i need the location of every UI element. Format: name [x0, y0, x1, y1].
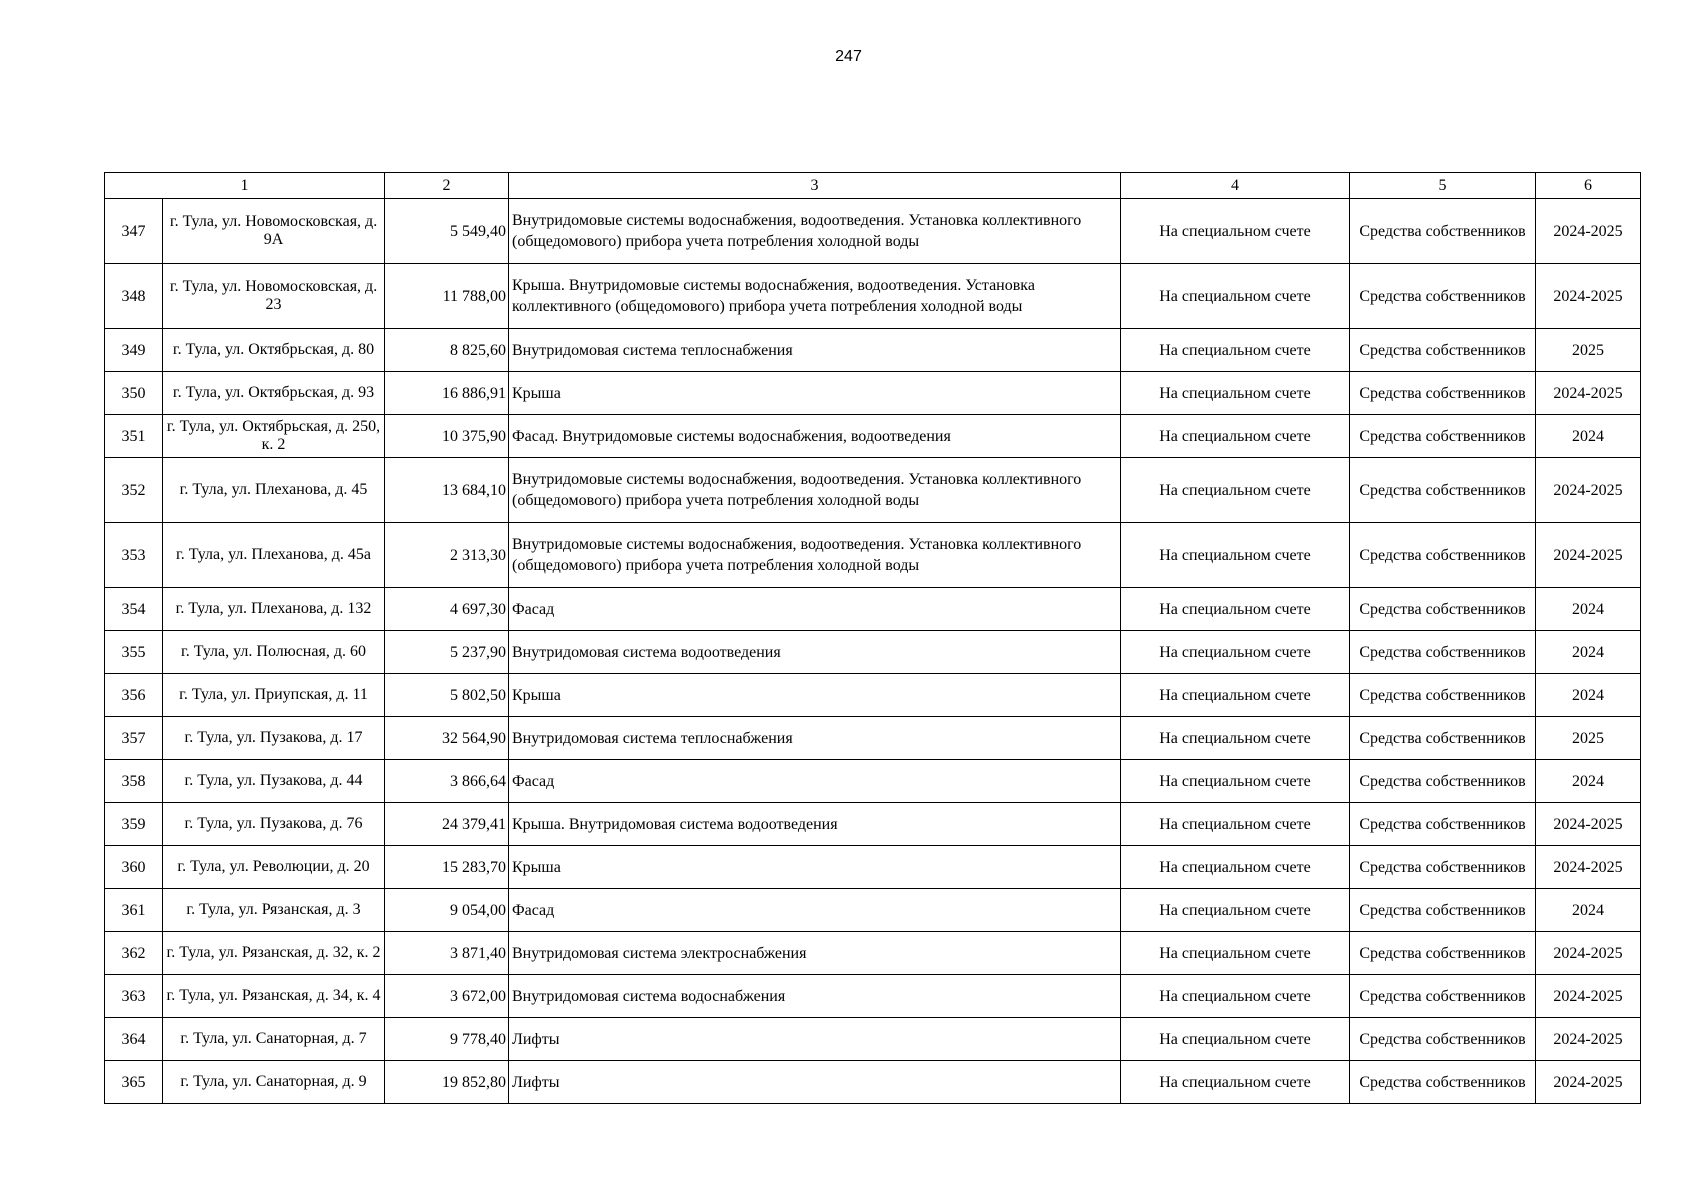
table-row [105, 975, 1641, 1018]
works-cell: Внутридомовая система водоотведения [509, 631, 1121, 674]
row-number-cell: 364 [105, 1018, 163, 1061]
cost-cell: 24 379,41 [385, 803, 509, 846]
funding-method-cell: На специальном счете [1121, 889, 1350, 932]
funding-method-cell: На специальном счете [1121, 975, 1350, 1018]
row-number-cell: 351 [105, 415, 163, 458]
row-number-cell: 354 [105, 588, 163, 631]
cost-cell: 9 778,40 [385, 1018, 509, 1061]
works-cell: Внутридомовая система водоснабжения [509, 975, 1121, 1018]
period-cell: 2024-2025 [1536, 1061, 1641, 1104]
row-number-cell: 365 [105, 1061, 163, 1104]
funding-method-cell: На специальном счете [1121, 372, 1350, 415]
row-number-cell: 348 [105, 264, 163, 329]
cost-cell: 13 684,10 [385, 458, 509, 523]
cost-cell: 15 283,70 [385, 846, 509, 889]
page-number: 247 [835, 48, 862, 65]
column-header: 2 [385, 173, 509, 199]
row-number-cell: 358 [105, 760, 163, 803]
row-number-cell: 347 [105, 199, 163, 264]
row-number-cell: 355 [105, 631, 163, 674]
period-cell: 2024-2025 [1536, 264, 1641, 329]
cost-cell: 10 375,90 [385, 415, 509, 458]
row-number-cell: 356 [105, 674, 163, 717]
table-row [105, 329, 1641, 372]
table-row [105, 415, 1641, 458]
works-cell: Фасад. Внутридомовые системы водоснабжения, водоотведения [509, 415, 1121, 458]
address-cell: г. Тула, ул. Приупская, д. 11 [163, 674, 385, 717]
period-cell: 2024-2025 [1536, 372, 1641, 415]
works-cell: Внутридомовая система теплоснабжения [509, 717, 1121, 760]
cost-cell: 3 672,00 [385, 975, 509, 1018]
address-cell: г. Тула, ул. Санаторная, д. 7 [163, 1018, 385, 1061]
address-cell: г. Тула, ул. Октябрьская, д. 250, к. 2 [163, 415, 385, 458]
funding-source-cell: Средства собственников [1350, 264, 1536, 329]
period-cell: 2024-2025 [1536, 975, 1641, 1018]
address-cell: г. Тула, ул. Санаторная, д. 9 [163, 1061, 385, 1104]
period-cell: 2024-2025 [1536, 1018, 1641, 1061]
cost-cell: 16 886,91 [385, 372, 509, 415]
works-cell: Лифты [509, 1061, 1121, 1104]
funding-method-cell: На специальном счете [1121, 415, 1350, 458]
cost-cell: 5 802,50 [385, 674, 509, 717]
address-cell: г. Тула, ул. Плеханова, д. 132 [163, 588, 385, 631]
cost-cell: 19 852,80 [385, 1061, 509, 1104]
address-cell: г. Тула, ул. Рязанская, д. 3 [163, 889, 385, 932]
row-number-cell: 360 [105, 846, 163, 889]
cost-cell: 8 825,60 [385, 329, 509, 372]
row-number-cell: 361 [105, 889, 163, 932]
funding-source-cell: Средства собственников [1350, 846, 1536, 889]
period-cell: 2024-2025 [1536, 458, 1641, 523]
period-cell: 2024-2025 [1536, 846, 1641, 889]
table-body [105, 173, 1641, 1104]
address-cell: г. Тула, ул. Рязанская, д. 32, к. 2 [163, 932, 385, 975]
funding-method-cell: На специальном счете [1121, 1018, 1350, 1061]
row-number-cell: 349 [105, 329, 163, 372]
funding-source-cell: Средства собственников [1350, 631, 1536, 674]
funding-method-cell: На специальном счете [1121, 803, 1350, 846]
funding-source-cell: Средства собственников [1350, 932, 1536, 975]
table-row [105, 674, 1641, 717]
period-cell: 2024 [1536, 674, 1641, 717]
funding-method-cell: На специальном счете [1121, 329, 1350, 372]
period-cell: 2024 [1536, 631, 1641, 674]
row-number-cell: 352 [105, 458, 163, 523]
period-cell: 2024 [1536, 760, 1641, 803]
column-header: 3 [509, 173, 1121, 199]
funding-source-cell: Средства собственников [1350, 372, 1536, 415]
works-cell: Внутридомовая система теплоснабжения [509, 329, 1121, 372]
funding-method-cell: На специальном счете [1121, 523, 1350, 588]
cost-cell: 5 237,90 [385, 631, 509, 674]
table-row [105, 803, 1641, 846]
row-number-cell: 359 [105, 803, 163, 846]
table-row [105, 199, 1641, 264]
column-header: 4 [1121, 173, 1350, 199]
cost-cell: 5 549,40 [385, 199, 509, 264]
works-cell: Крыша [509, 846, 1121, 889]
address-cell: г. Тула, ул. Пузакова, д. 17 [163, 717, 385, 760]
funding-source-cell: Средства собственников [1350, 523, 1536, 588]
cost-cell: 4 697,30 [385, 588, 509, 631]
row-number-cell: 357 [105, 717, 163, 760]
cost-cell: 3 866,64 [385, 760, 509, 803]
table-row [105, 631, 1641, 674]
works-cell: Фасад [509, 760, 1121, 803]
works-cell: Внутридомовые системы водоснабжения, водоотведения. Установка коллективного (общедомового) прибора учета потребления холодной воды [509, 523, 1121, 588]
cost-cell: 32 564,90 [385, 717, 509, 760]
funding-method-cell: На специальном счете [1121, 674, 1350, 717]
address-cell: г. Тула, ул. Полюсная, д. 60 [163, 631, 385, 674]
period-cell: 2024-2025 [1536, 523, 1641, 588]
funding-source-cell: Средства собственников [1350, 674, 1536, 717]
works-cell: Крыша. Внутридомовая система водоотведения [509, 803, 1121, 846]
row-number-cell: 353 [105, 523, 163, 588]
table-row [105, 846, 1641, 889]
period-cell: 2024 [1536, 889, 1641, 932]
funding-method-cell: На специальном счете [1121, 458, 1350, 523]
table-row [105, 717, 1641, 760]
column-header: 6 [1536, 173, 1641, 199]
table-row [105, 760, 1641, 803]
address-cell: г. Тула, ул. Октябрьская, д. 93 [163, 372, 385, 415]
funding-source-cell: Средства собственников [1350, 760, 1536, 803]
funding-source-cell: Средства собственников [1350, 329, 1536, 372]
row-number-cell: 362 [105, 932, 163, 975]
funding-method-cell: На специальном счете [1121, 264, 1350, 329]
repair-program-table [104, 172, 1641, 1104]
funding-method-cell: На специальном счете [1121, 1061, 1350, 1104]
funding-source-cell: Средства собственников [1350, 458, 1536, 523]
funding-source-cell: Средства собственников [1350, 889, 1536, 932]
works-cell: Крыша [509, 372, 1121, 415]
period-cell: 2024 [1536, 588, 1641, 631]
funding-method-cell: На специальном счете [1121, 846, 1350, 889]
table-header-row [105, 173, 1641, 199]
funding-method-cell: На специальном счете [1121, 199, 1350, 264]
works-cell: Внутридомовые системы водоснабжения, водоотведения. Установка коллективного (общедомового) прибора учета потребления холодной воды [509, 458, 1121, 523]
funding-source-cell: Средства собственников [1350, 1061, 1536, 1104]
address-cell: г. Тула, ул. Пузакова, д. 76 [163, 803, 385, 846]
works-cell: Внутридомовые системы водоснабжения, водоотведения. Установка коллективного (общедомового) прибора учета потребления холодной воды [509, 199, 1121, 264]
works-cell: Внутридомовая система электроснабжения [509, 932, 1121, 975]
table-row [105, 588, 1641, 631]
column-header: 5 [1350, 173, 1536, 199]
works-cell: Лифты [509, 1018, 1121, 1061]
funding-source-cell: Средства собственников [1350, 717, 1536, 760]
table-row [105, 932, 1641, 975]
funding-method-cell: На специальном счете [1121, 588, 1350, 631]
table-row [105, 458, 1641, 523]
table-row [105, 372, 1641, 415]
table-row [105, 523, 1641, 588]
funding-source-cell: Средства собственников [1350, 415, 1536, 458]
address-cell: г. Тула, ул. Революции, д. 20 [163, 846, 385, 889]
funding-source-cell: Средства собственников [1350, 975, 1536, 1018]
address-cell: г. Тула, ул. Плеханова, д. 45 [163, 458, 385, 523]
period-cell: 2024-2025 [1536, 803, 1641, 846]
funding-source-cell: Средства собственников [1350, 803, 1536, 846]
table-row [105, 264, 1641, 329]
funding-source-cell: Средства собственников [1350, 199, 1536, 264]
cost-cell: 9 054,00 [385, 889, 509, 932]
funding-method-cell: На специальном счете [1121, 717, 1350, 760]
address-cell: г. Тула, ул. Новомосковская, д. 23 [163, 264, 385, 329]
address-cell: г. Тула, ул. Пузакова, д. 44 [163, 760, 385, 803]
table-row [105, 1018, 1641, 1061]
cost-cell: 2 313,30 [385, 523, 509, 588]
works-cell: Крыша [509, 674, 1121, 717]
row-number-cell: 363 [105, 975, 163, 1018]
address-cell: г. Тула, ул. Плеханова, д. 45а [163, 523, 385, 588]
works-cell: Фасад [509, 889, 1121, 932]
funding-source-cell: Средства собственников [1350, 1018, 1536, 1061]
period-cell: 2024-2025 [1536, 199, 1641, 264]
period-cell: 2024-2025 [1536, 932, 1641, 975]
table-row [105, 889, 1641, 932]
period-cell: 2025 [1536, 329, 1641, 372]
row-number-cell: 350 [105, 372, 163, 415]
cost-cell: 11 788,00 [385, 264, 509, 329]
funding-method-cell: На специальном счете [1121, 631, 1350, 674]
cost-cell: 3 871,40 [385, 932, 509, 975]
column-header: 1 [105, 173, 385, 199]
funding-method-cell: На специальном счете [1121, 932, 1350, 975]
address-cell: г. Тула, ул. Рязанская, д. 34, к. 4 [163, 975, 385, 1018]
address-cell: г. Тула, ул. Октябрьская, д. 80 [163, 329, 385, 372]
table-row [105, 1061, 1641, 1104]
funding-source-cell: Средства собственников [1350, 588, 1536, 631]
works-cell: Фасад [509, 588, 1121, 631]
period-cell: 2024 [1536, 415, 1641, 458]
address-cell: г. Тула, ул. Новомосковская, д. 9А [163, 199, 385, 264]
funding-method-cell: На специальном счете [1121, 760, 1350, 803]
period-cell: 2025 [1536, 717, 1641, 760]
works-cell: Крыша. Внутридомовые системы водоснабжения, водоотведения. Установка коллективного (общедомового) прибора учета потребления холодной воды [509, 264, 1121, 329]
